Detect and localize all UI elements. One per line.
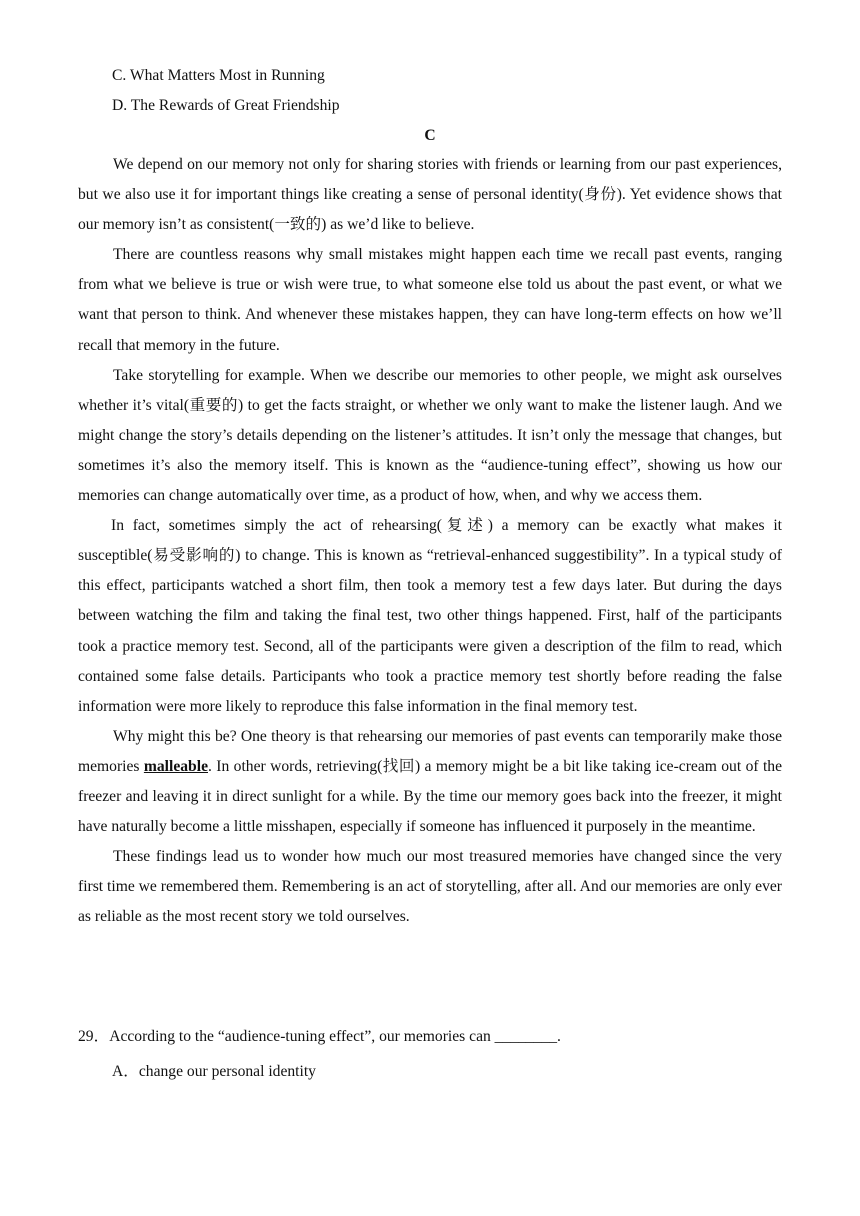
previous-question-option-c: C. What Matters Most in Running [112,67,325,84]
passage-paragraph-5 [78,722,782,842]
section-heading: C [424,127,436,144]
passage-paragraph-4: In fact, sometimes simply the act of rehearsing(复述) a memory can be exactly what makes it susceptible(易受影响的) to change. This is known as “retrieval-enhanced suggestibility”. In a typical study of this effect, participants watched a short film, then took a memory test a few days later. But during the days between watching the film and taking the final test, two other things happened. First, half of the participants took a practice memory test. Second, all of the participants were given a description of the film to read, which contained some false details. Participants who took a practice memory test shortly before reading the false information were more likely to reproduce this false information in the final memory test. [78,517,782,715]
paragraph-5-text-start: Why might this be? One theory is that rehearsing our memories of past events can temporarily make those memories [78,727,782,775]
previous-question-option-d: D. The Rewards of Great Friendship [112,97,340,114]
passage-paragraph-1: We depend on our memory not only for sharing stories with friends or learning from our past experiences, but we also use it for important things like creating a sense of personal identity(身份). Yet evidence shows that our memory isn’t as consistent(一致的) as we’d like to believe. [78,156,782,234]
paragraph-5-text-end: . In other words, retrieving(找回) a memory might be a bit like taking ice-cream out of the freezer and leaving it in direct sunlight for a while. By the time our memory goes back into the freezer, it might have naturally become a little misshapen, especially if someone has influenced it purposely in the meantime. [78,757,783,836]
question-29-option-a: A．change our personal identity [112,1063,316,1080]
reading-passage [78,150,782,932]
underlined-keyword: malleable [143,757,208,775]
passage-paragraph-6: These findings lead us to wonder how much our most treasured memories have changed since the very first time we remembered them. Remembering is an act of storytelling, after all. And our memories are only ever as reliable as the most recent story we told ourselves. [78,848,782,926]
question-29: 29．According to the “audience-tuning effect”, our memories can ________. [78,1028,561,1045]
passage-paragraph-2: There are countless reasons why small mistakes might happen each time we recall past events, ranging from what we believe is true or wish were true, to what someone else told us about the past event, or what we want that person to think. And whenever these mistakes happen, they can have long-term effects on how we’ll recall that memory in the future. [78,246,782,354]
passage-paragraph-3: Take storytelling for example. When we describe our memories to other people, we might ask ourselves whether it’s vital(重要的) to get the facts straight, or whether we only want to make the listener laugh. And we might change the story’s details depending on the listener’s attitudes. It isn’t only the message that changes, but sometimes it’s also the memory itself. This is known as the “audience-tuning effect”, showing us how our memories can change automatically over time, as a product of how, when, and why we access them. [78,366,782,505]
